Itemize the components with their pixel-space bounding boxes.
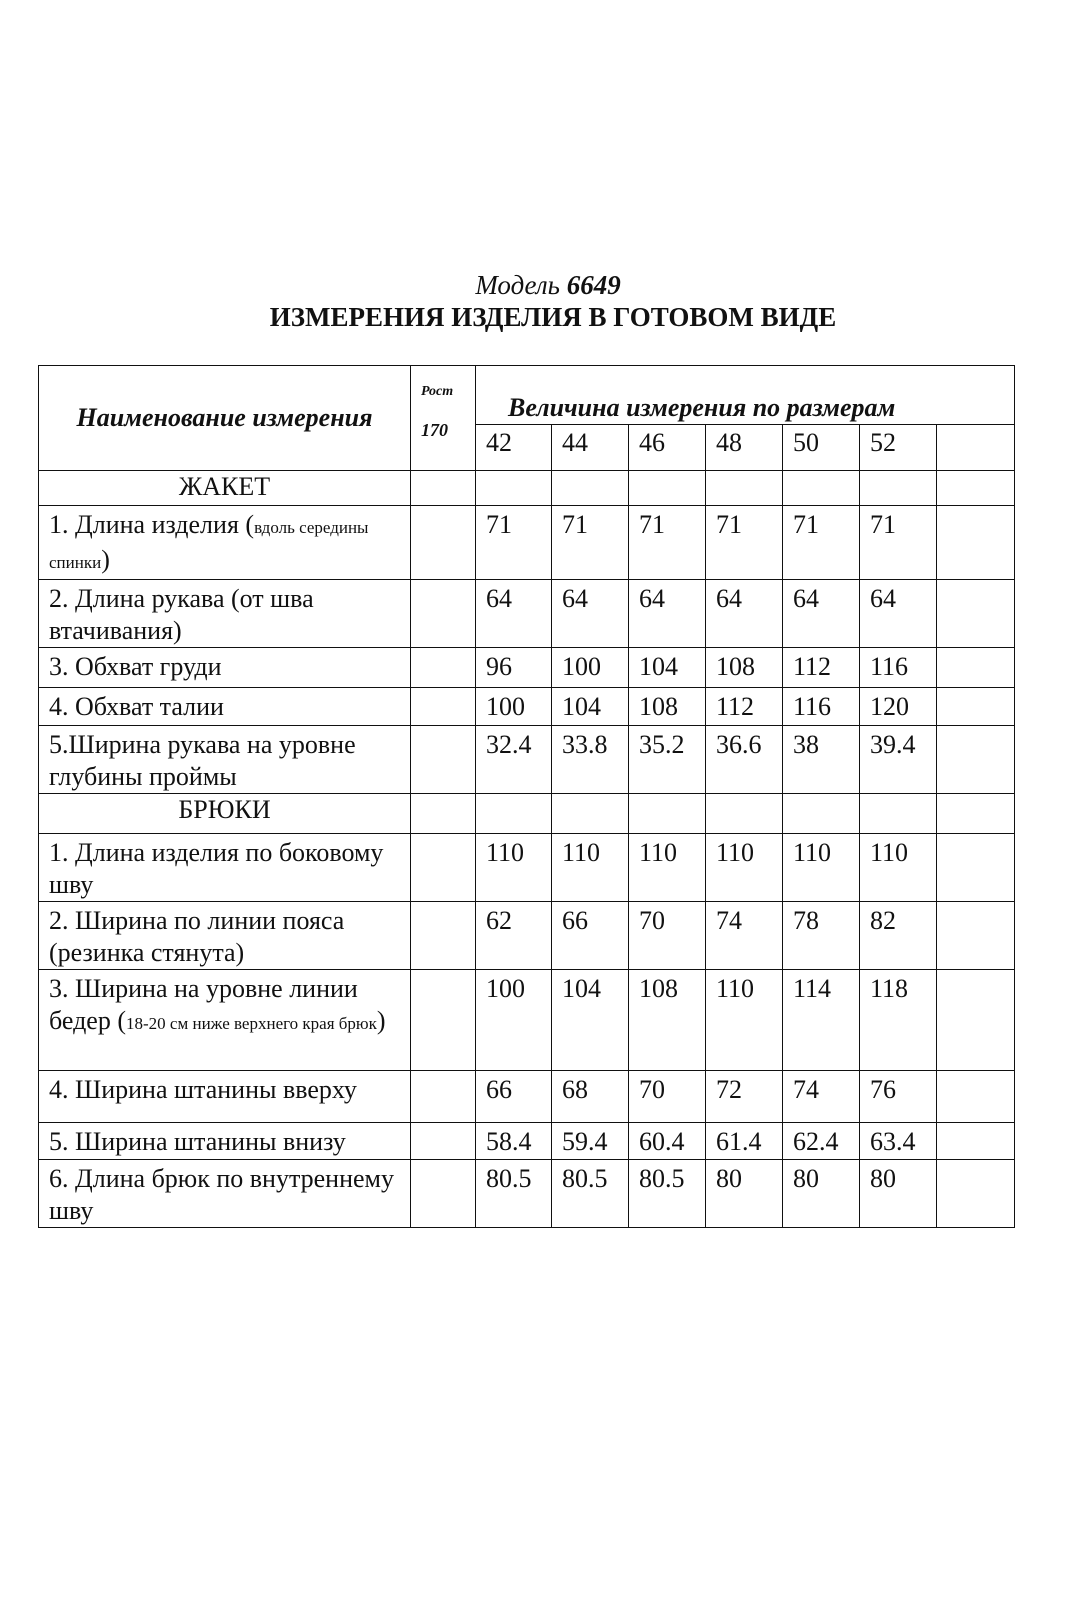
value-cell <box>937 970 1015 1071</box>
value-cell: 114 <box>783 970 860 1071</box>
empty-cell <box>629 794 706 834</box>
measurement-name-text: 5. Ширина штанины внизу <box>49 1127 346 1156</box>
value-cell: 104 <box>552 970 629 1071</box>
measurement-name <box>39 1071 411 1123</box>
value-cell <box>937 726 1015 794</box>
value-cell: 71 <box>706 506 783 580</box>
measurement-name-text: 3. Ширина на уровне линии бедер ( <box>49 974 358 1035</box>
value-cell: 120 <box>860 688 937 726</box>
empty-cell <box>629 471 706 506</box>
value-cell: 110 <box>552 834 629 902</box>
section-row <box>39 471 1015 506</box>
height-cell <box>411 506 476 580</box>
table-row <box>39 648 1015 688</box>
table-row <box>39 1160 1015 1228</box>
value-cell: 61.4 <box>706 1123 783 1160</box>
value-cell: 64 <box>706 580 783 648</box>
value-cell: 78 <box>783 902 860 970</box>
section-title: БРЮКИ <box>39 794 411 834</box>
value-cell: 80 <box>706 1160 783 1228</box>
value-cell: 68 <box>552 1071 629 1123</box>
empty-cell <box>706 794 783 834</box>
height-label: Рост <box>421 384 454 399</box>
value-cell: 64 <box>629 580 706 648</box>
height-cell <box>411 834 476 902</box>
empty-cell <box>476 794 552 834</box>
empty-cell <box>552 794 629 834</box>
measurement-note: вдоль середины спинки <box>49 518 369 572</box>
value-cell: 96 <box>476 648 552 688</box>
value-cell: 116 <box>783 688 860 726</box>
value-cell: 66 <box>476 1071 552 1123</box>
value-cell: 110 <box>860 834 937 902</box>
height-cell <box>411 726 476 794</box>
value-cell <box>937 1123 1015 1160</box>
value-cell: 66 <box>552 902 629 970</box>
header-sizes: Величина измерения по размерам <box>476 366 1015 425</box>
header-name: Наименование измерения <box>39 366 411 471</box>
height-cell <box>411 1071 476 1123</box>
value-cell <box>937 902 1015 970</box>
value-cell: 63.4 <box>860 1123 937 1160</box>
page-title: ИЗМЕРЕНИЯ ИЗДЕЛИЯ В ГОТОВОМ ВИДЕ <box>269 302 837 332</box>
measurement-name <box>39 648 411 688</box>
value-cell <box>937 1160 1015 1228</box>
value-cell: 112 <box>783 648 860 688</box>
empty-cell <box>860 471 937 506</box>
table-row <box>39 726 1015 794</box>
measurement-name <box>39 580 411 648</box>
value-cell: 82 <box>860 902 937 970</box>
measurement-name-text: 5.Ширина рукава на уровне глубины проймы <box>49 730 356 791</box>
value-cell <box>937 580 1015 648</box>
value-cell: 64 <box>552 580 629 648</box>
value-cell: 33.8 <box>552 726 629 794</box>
value-cell: 108 <box>629 970 706 1071</box>
value-cell: 64 <box>783 580 860 648</box>
empty-cell <box>783 471 860 506</box>
table-row <box>39 688 1015 726</box>
value-cell <box>937 506 1015 580</box>
height-cell <box>411 580 476 648</box>
measurement-name-text: 1. Длина изделия по боковому шву <box>49 838 384 899</box>
empty-cell <box>552 471 629 506</box>
value-cell: 38 <box>783 726 860 794</box>
table-row <box>39 580 1015 648</box>
value-cell: 71 <box>629 506 706 580</box>
height-cell <box>411 1160 476 1228</box>
header-height <box>411 366 476 471</box>
table-row <box>39 506 1015 580</box>
size-header-cell: 50 <box>783 425 860 471</box>
measurement-name-suffix: ) <box>101 545 110 574</box>
value-cell: 72 <box>706 1071 783 1123</box>
measurement-name-text: 4. Обхват талии <box>49 692 224 721</box>
value-cell: 35.2 <box>629 726 706 794</box>
size-header-cell: 48 <box>706 425 783 471</box>
measurement-name-text: 3. Обхват груди <box>49 652 222 681</box>
size-header-cell: 42 <box>476 425 552 471</box>
measurement-name <box>39 902 411 970</box>
value-cell: 76 <box>860 1071 937 1123</box>
value-cell <box>937 688 1015 726</box>
measurement-note: 18-20 см ниже верхнего края брюк <box>126 1014 377 1033</box>
section-title: ЖАКЕТ <box>39 471 411 506</box>
table-row <box>39 834 1015 902</box>
measurement-name <box>39 1123 411 1160</box>
measurement-name-suffix: ) <box>376 1006 386 1035</box>
value-cell: 74 <box>783 1071 860 1123</box>
value-cell: 32.4 <box>476 726 552 794</box>
value-cell: 80.5 <box>552 1160 629 1228</box>
measurements-table <box>38 365 1015 1228</box>
value-cell: 80 <box>783 1160 860 1228</box>
value-cell: 70 <box>629 902 706 970</box>
height-cell <box>411 1123 476 1160</box>
value-cell: 110 <box>706 970 783 1071</box>
value-cell: 80.5 <box>629 1160 706 1228</box>
model-label: Модель <box>475 270 560 300</box>
table-row <box>39 1123 1015 1160</box>
value-cell: 60.4 <box>629 1123 706 1160</box>
measurement-name <box>39 688 411 726</box>
measurement-name <box>39 970 411 1071</box>
value-cell: 39.4 <box>860 726 937 794</box>
measurement-name-text: 2. Ширина по линии пояса (резинка стянута) <box>49 906 345 967</box>
model-line <box>0 270 1066 301</box>
value-cell: 64 <box>476 580 552 648</box>
height-value: 170 <box>421 420 448 440</box>
empty-cell <box>411 471 476 506</box>
value-cell: 112 <box>706 688 783 726</box>
size-header-cell <box>937 425 1015 471</box>
empty-cell <box>476 471 552 506</box>
value-cell: 80.5 <box>476 1160 552 1228</box>
value-cell: 62 <box>476 902 552 970</box>
value-cell <box>937 1071 1015 1123</box>
empty-cell <box>706 471 783 506</box>
value-cell: 62.4 <box>783 1123 860 1160</box>
empty-cell <box>783 794 860 834</box>
value-cell: 116 <box>860 648 937 688</box>
value-cell: 59.4 <box>552 1123 629 1160</box>
empty-cell <box>860 794 937 834</box>
value-cell <box>937 834 1015 902</box>
measurement-name <box>39 506 411 580</box>
height-cell <box>411 648 476 688</box>
value-cell: 71 <box>860 506 937 580</box>
measurement-name-text: 2. Длина рукава (от шва втачивания) <box>49 584 314 645</box>
value-cell: 110 <box>783 834 860 902</box>
value-cell: 110 <box>476 834 552 902</box>
empty-cell <box>937 794 1015 834</box>
value-cell: 80 <box>860 1160 937 1228</box>
value-cell: 71 <box>783 506 860 580</box>
model-number: 6649 <box>566 270 621 300</box>
value-cell: 100 <box>476 970 552 1071</box>
value-cell: 118 <box>860 970 937 1071</box>
value-cell: 36.6 <box>706 726 783 794</box>
measurement-name-text: 6. Длина брюк по внутреннему шву <box>49 1164 395 1225</box>
value-cell: 110 <box>706 834 783 902</box>
table-row <box>39 902 1015 970</box>
measurement-name <box>39 726 411 794</box>
table-row <box>39 970 1015 1071</box>
size-header-cell: 46 <box>629 425 706 471</box>
value-cell: 104 <box>629 648 706 688</box>
value-cell: 64 <box>860 580 937 648</box>
height-cell <box>411 970 476 1071</box>
measurement-name-text: 1. Длина изделия ( <box>49 510 255 539</box>
value-cell: 74 <box>706 902 783 970</box>
empty-cell <box>937 471 1015 506</box>
measurement-name-text: 4. Ширина штанины вверху <box>49 1075 357 1104</box>
empty-cell <box>411 794 476 834</box>
value-cell: 108 <box>706 648 783 688</box>
value-cell: 71 <box>552 506 629 580</box>
table-row <box>39 1071 1015 1123</box>
value-cell <box>937 648 1015 688</box>
size-header-cell: 44 <box>552 425 629 471</box>
measurement-name <box>39 1160 411 1228</box>
value-cell: 100 <box>552 648 629 688</box>
measurement-name <box>39 834 411 902</box>
value-cell: 70 <box>629 1071 706 1123</box>
height-cell <box>411 688 476 726</box>
value-cell: 58.4 <box>476 1123 552 1160</box>
value-cell: 108 <box>629 688 706 726</box>
value-cell: 104 <box>552 688 629 726</box>
section-row <box>39 794 1015 834</box>
height-cell <box>411 902 476 970</box>
value-cell: 100 <box>476 688 552 726</box>
value-cell: 71 <box>476 506 552 580</box>
value-cell: 110 <box>629 834 706 902</box>
size-header-cell: 52 <box>860 425 937 471</box>
